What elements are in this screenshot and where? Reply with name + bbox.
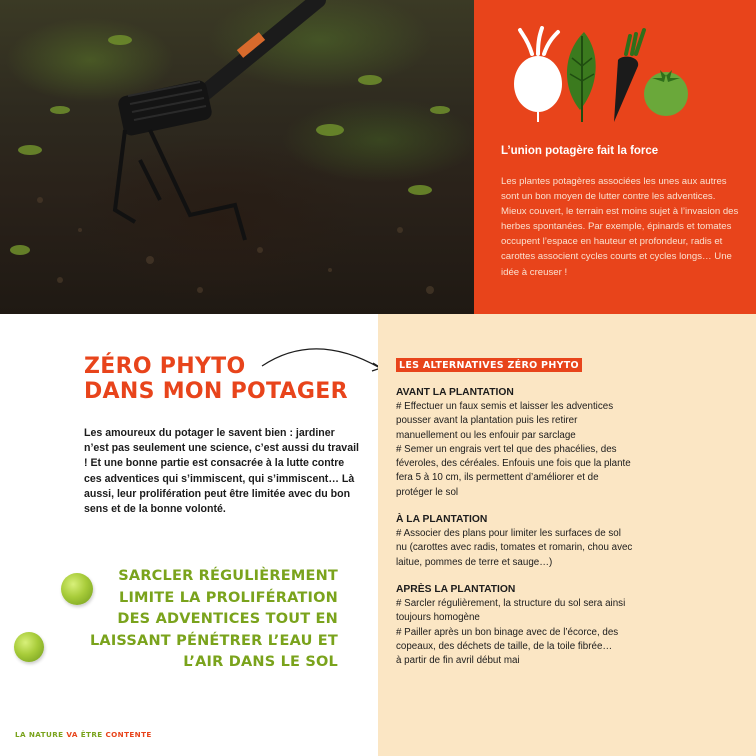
pull-quote-line: LIMITE LA PROLIFÉRATION — [119, 589, 338, 606]
section-line: féveroles, des céréales. Enfouis une fois que la plante — [396, 458, 631, 470]
tomato-icon — [644, 70, 688, 116]
section-line: manuellement ou les enfouir par sarclage — [396, 429, 576, 441]
main-article — [0, 314, 378, 756]
page-title-line-2: DANS MON POTAGER — [84, 379, 348, 404]
page-title-line-1: ZÉRO PHYTO — [84, 354, 246, 379]
section-title: AVANT LA PLANTATION — [396, 387, 514, 398]
footer-brand-word: VA — [66, 730, 78, 739]
orange-panel-body: Les plantes potagères associées les unes aux autres sont un bon moyen de lutter contre les adventices. Mieux couvert, le terrain est moins sujet à l’invasion des herbes spontanées. Par exemple, épinards et tomates occupent l’espace en hauteur et profondeur, radis et carottes associent cycles courts et cycles longs… Une idée à creuser ! — [501, 176, 739, 278]
intro-paragraph: Les amoureux du potager le savent bien : jardiner n’est pas seulement une science, c’est aussi du travail ! Et une bonne partie est consacrée à la lutte contre ces adventices qui s’immiscent, qui s’immiscent… Là aussi, leur prolifération peut être limitée avec du bon sens et de la bonne volonté. — [84, 427, 359, 516]
section-line: copeaux, des déchets de taille, de la toile fibrée… — [396, 640, 613, 652]
pull-quote-line: DES ADVENTICES TOUT EN — [117, 611, 338, 627]
pull-quote-line: L’AIR DANS LE SOL — [183, 654, 338, 670]
section-line: nu (carottes avec radis, tomates et romarin, chou avec — [396, 542, 633, 554]
pull-quote — [86, 566, 338, 674]
hoe-illustration — [0, 0, 474, 314]
pull-quote-line: SARCLER RÉGULIÈREMENT — [118, 568, 338, 584]
alternatives-badge: LES ALTERNATIVES ZÉRO PHYTO — [396, 358, 582, 372]
section-line: toujours homogène — [396, 612, 480, 624]
curved-arrow-icon — [258, 346, 388, 376]
spinach-leaf-icon — [567, 32, 596, 122]
section-line: protéger le sol — [396, 486, 459, 498]
orange-panel-title: L’union potagère fait la force — [501, 145, 659, 157]
pull-quote-line: LAISSANT PÉNÉTRER L’EAU ET — [89, 632, 338, 649]
section-line: fera 5 à 10 cm, ils permettent d’améliorer et de — [396, 472, 599, 484]
section-after-planting — [396, 583, 681, 668]
alternatives-list — [396, 386, 681, 681]
section-line: # Pailler après un bon binage avec de l’écorce, des — [396, 626, 619, 638]
alternatives-panel — [378, 314, 756, 756]
section-before-planting — [396, 386, 681, 500]
section-at-planting — [396, 513, 681, 570]
section-line: laitue, pommes de terre et sauge…) — [396, 556, 553, 568]
footer-brand — [15, 730, 152, 739]
footer-brand-word: CONTENTE — [105, 730, 152, 739]
radish-icon — [514, 28, 562, 122]
section-title: À LA PLANTATION — [396, 514, 488, 526]
section-line: pousser avant la plantation puis les retirer — [396, 415, 578, 427]
pea-decoration — [14, 632, 44, 662]
section-line: à partir de fin avril début mai — [396, 655, 520, 667]
section-line: # Sarcler régulièrement, la structure du sol sera ainsi — [396, 597, 626, 609]
vegetable-association-panel — [474, 0, 756, 314]
footer-brand-word: LA NATURE — [15, 730, 64, 739]
section-line: # Effectuer un faux semis et laisser les adventices — [396, 401, 614, 412]
garden-hoe-photo — [0, 0, 474, 314]
section-title: APRÈS LA PLANTATION — [396, 583, 516, 595]
vegetable-icons — [510, 26, 690, 126]
carrot-icon — [614, 30, 644, 122]
section-line: # Associer des plans pour limiter les surfaces de sol — [396, 528, 621, 540]
section-line: # Semer un engrais vert tel que des phacélies, des — [396, 443, 617, 455]
footer-brand-word: ÊTRE — [80, 730, 103, 739]
